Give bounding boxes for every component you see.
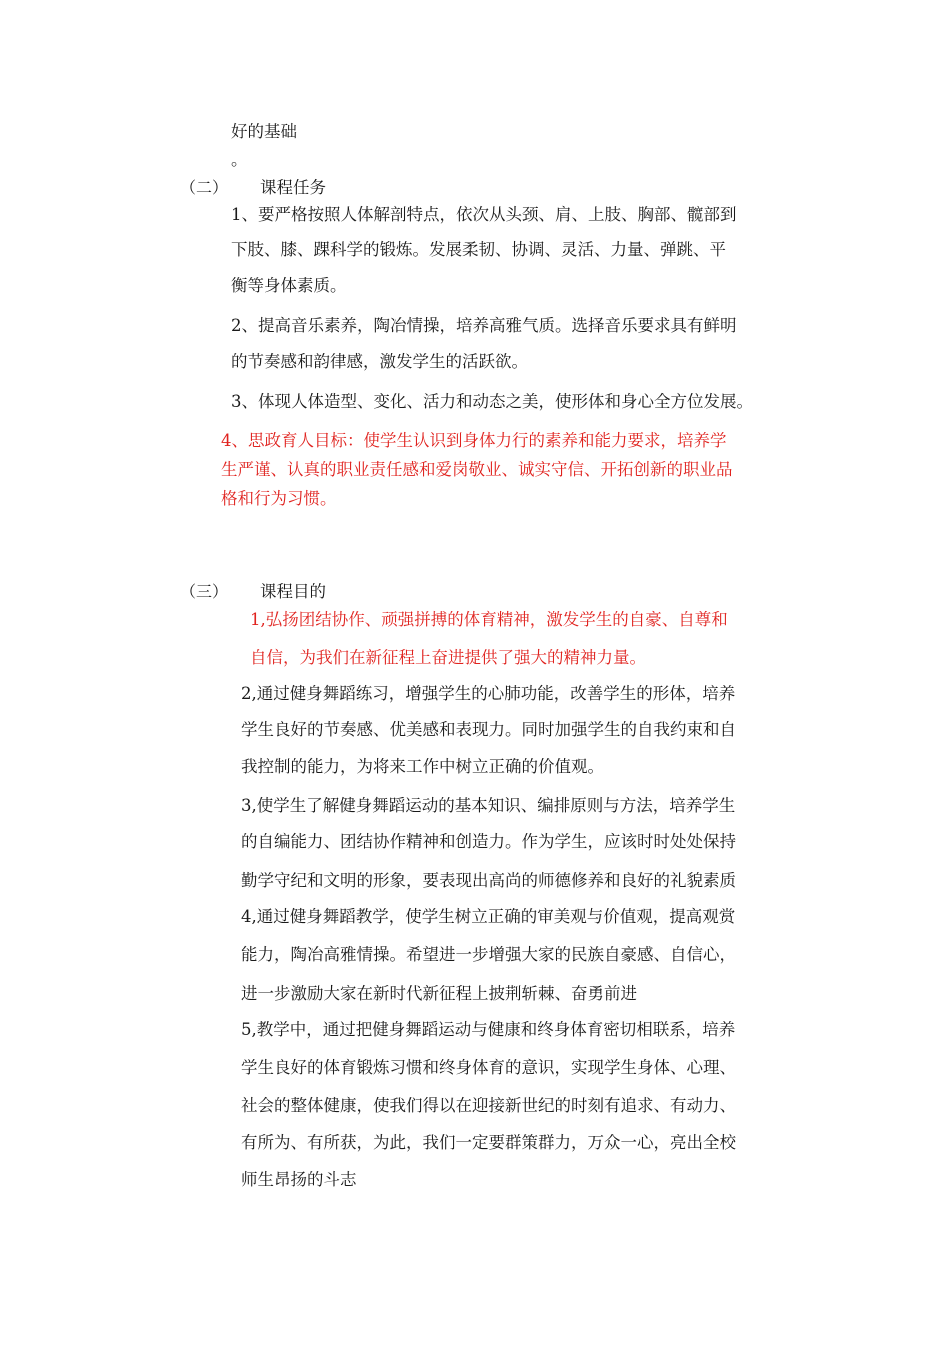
section-3-item-4-line-2: 能力，陶冶高雅情操。希望进一步增强大家的民族自豪感、自信心， (241, 945, 736, 964)
section-3-item-3-line-1: 3,使学生了解健身舞蹈运动的基本知识、编排原则与方法，培养学生 (241, 796, 736, 815)
intro-line-1: 好的基础 (231, 122, 297, 141)
section-3-item-5-line-2: 学生良好的体育锻炼习惯和终身体育的意识，实现学生身体、心理、 (241, 1058, 736, 1077)
section-3-item-3-line-2: 的自编能力、团结协作精神和创造力。作为学生，应该时时处处保持 (241, 832, 736, 851)
section-3-item-4-line-1: 4,通过健身舞蹈教学，使学生树立正确的审美观与价值观，提高观赏 (241, 907, 736, 926)
section-3-title: 课程目的 (260, 582, 326, 601)
section-2-item-2-line-2: 的节奏感和韵律感，激发学生的活跃欲。 (231, 352, 528, 371)
section-2-title: 课程任务 (260, 178, 326, 197)
section-3-number: （三） (180, 582, 229, 601)
section-3-item-5-line-3: 社会的整体健康，使我们得以在迎接新世纪的时刻有追求、有动力、 (241, 1096, 736, 1115)
section-3-item-2-line-1: 2,通过健身舞蹈练习，增强学生的心肺功能，改善学生的形体，培养 (241, 684, 736, 703)
section-2-red-item-line-3: 格和行为习惯。 (221, 489, 337, 508)
section-3-item-5-line-5: 师生昂扬的斗志 (241, 1170, 357, 1189)
section-3-item-2-line-2: 学生良好的节奏感、优美感和表现力。同时加强学生的自我约束和自 (241, 720, 736, 739)
section-3-item-4-line-3: 进一步激励大家在新时代新征程上披荆斩棘、奋勇前进 (241, 984, 637, 1003)
section-2-item-2-line-1: 2、提高音乐素养，陶冶情操，培养高雅气质。选择音乐要求具有鲜明 (231, 316, 737, 335)
section-2-item-1-line-3: 衡等身体素质。 (231, 276, 347, 295)
section-3-item-5-line-4: 有所为、有所获，为此，我们一定要群策群力，万众一心，亮出全校 (241, 1133, 736, 1152)
section-2-item-1-line-2: 下肢、膝、踝科学的锻炼。发展柔韧、协调、灵活、力量、弹跳、平 (231, 240, 726, 259)
section-2-number: （二） (180, 178, 229, 197)
section-3-red-item-line-1: 1,弘扬团结协作、顽强拼搏的体育精神，激发学生的自豪、自尊和 (250, 610, 728, 629)
section-2-red-item-line-1: 4、思政育人目标：使学生认识到身体力行的素养和能力要求，培养学 (221, 431, 727, 450)
section-2-red-item-line-2: 生严谨、认真的职业责任感和爱岗敬业、诚实守信、开拓创新的职业品 (221, 460, 733, 479)
section-3-item-3-line-3: 勤学守纪和文明的形象，要表现出高尚的师德修养和良好的礼貌素质 (241, 871, 736, 890)
section-2-item-3-line-1: 3、体现人体造型、变化、活力和动态之美，使形体和身心全方位发展。 (231, 392, 753, 411)
intro-line-2: 。 (231, 150, 248, 169)
section-3-item-2-line-3: 我控制的能力，为将来工作中树立正确的价值观。 (241, 757, 604, 776)
section-3-red-item-line-2: 自信，为我们在新征程上奋进提供了强大的精神力量。 (250, 648, 646, 667)
section-3-item-5-line-1: 5,教学中，通过把健身舞蹈运动与健康和终身体育密切相联系，培养 (241, 1020, 736, 1039)
section-2-item-1-line-1: 1、要严格按照人体解剖特点，依次从头颈、肩、上肢、胸部、髋部到 (231, 205, 737, 224)
